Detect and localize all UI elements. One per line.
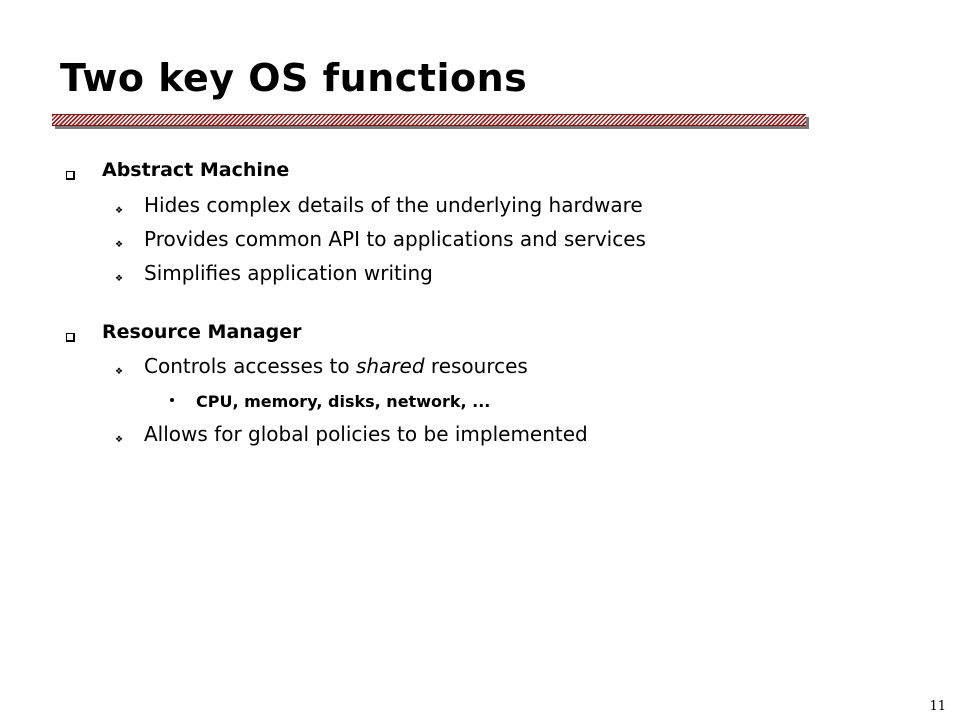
sub-list-item: CPU, memory, disks, network, ... <box>196 392 491 411</box>
list-item: Allows for global policies to be implemented <box>144 422 588 446</box>
page-number: 11 <box>929 699 946 714</box>
diamond-bullet-icon: ❖ <box>115 274 124 284</box>
diamond-bullet-icon: ❖ <box>115 367 124 377</box>
diamond-bullet-icon: ❖ <box>115 435 124 445</box>
list-item-text-after: resources <box>424 354 528 378</box>
list-item: Provides common API to applications and services <box>144 227 646 251</box>
section-heading-abstract-machine: Abstract Machine <box>102 159 290 181</box>
diamond-bullet-icon: ❖ <box>115 206 124 216</box>
slide-title: Two key OS functions <box>60 56 528 100</box>
list-item <box>144 354 528 378</box>
dot-bullet-icon <box>170 398 174 402</box>
section-heading-resource-manager: Resource Manager <box>102 321 302 343</box>
diamond-bullet-icon: ❖ <box>115 240 124 250</box>
square-bullet-icon <box>66 171 75 180</box>
list-item-text-before: Controls accesses to <box>144 354 356 378</box>
list-item: Hides complex details of the underlying hardware <box>144 193 643 217</box>
title-underline-rule <box>52 114 806 126</box>
emphasized-word: shared <box>355 354 425 378</box>
list-item: Simplifies application writing <box>144 261 433 285</box>
square-bullet-icon <box>66 333 75 342</box>
